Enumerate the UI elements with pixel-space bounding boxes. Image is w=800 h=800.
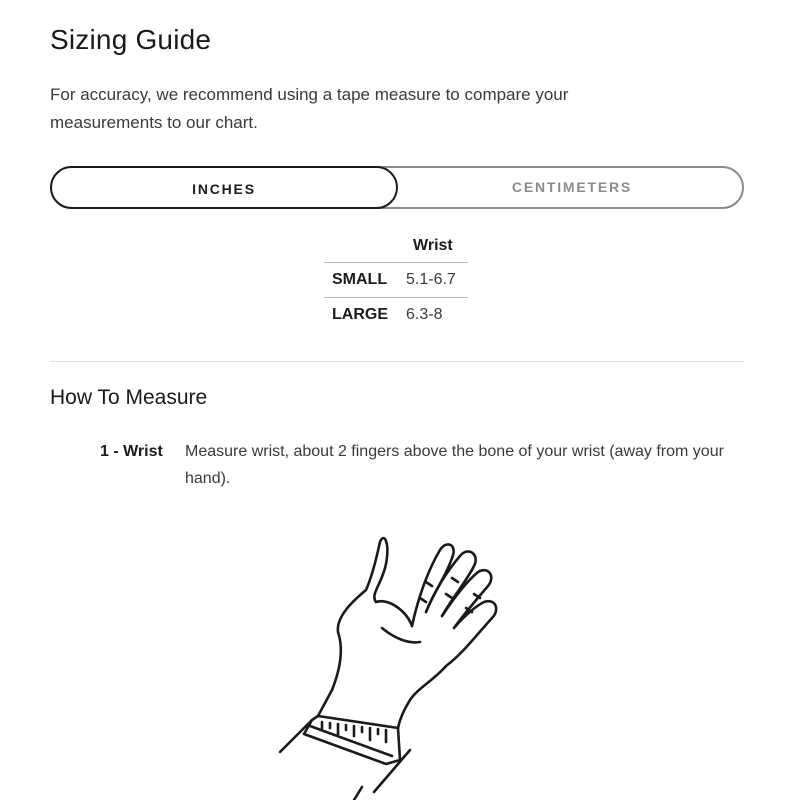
size-name-cell: LARGE xyxy=(324,298,398,333)
unit-toggle xyxy=(50,166,744,209)
tab-centimeters[interactable]: CENTIMETERS xyxy=(511,179,633,195)
tab-inches[interactable]: INCHES xyxy=(50,166,398,209)
how-to-measure-title: How To Measure xyxy=(50,386,208,409)
wrist-value-cell: 5.1-6.7 xyxy=(398,263,468,298)
intro-text: For accuracy, we recommend using a tape measure to compare your measurements to our chart. xyxy=(50,85,569,132)
table-row xyxy=(324,263,468,298)
hand-with-tape-measure-icon xyxy=(270,520,530,800)
section-divider xyxy=(50,361,744,362)
step-text: Measure wrist, about 2 fingers above the bone of your wrist (away from your hand). xyxy=(185,443,724,487)
table-header-wrist: Wrist xyxy=(413,237,453,254)
table-row xyxy=(324,298,468,333)
size-name-cell: SMALL xyxy=(324,263,398,298)
page-title: Sizing Guide xyxy=(50,24,212,55)
table-header-blank xyxy=(324,230,398,263)
wrist-value-cell: 6.3-8 xyxy=(398,298,468,333)
step-label: 1 - Wrist xyxy=(100,443,163,460)
size-chart-table xyxy=(324,230,468,332)
table-header-row xyxy=(324,230,468,263)
